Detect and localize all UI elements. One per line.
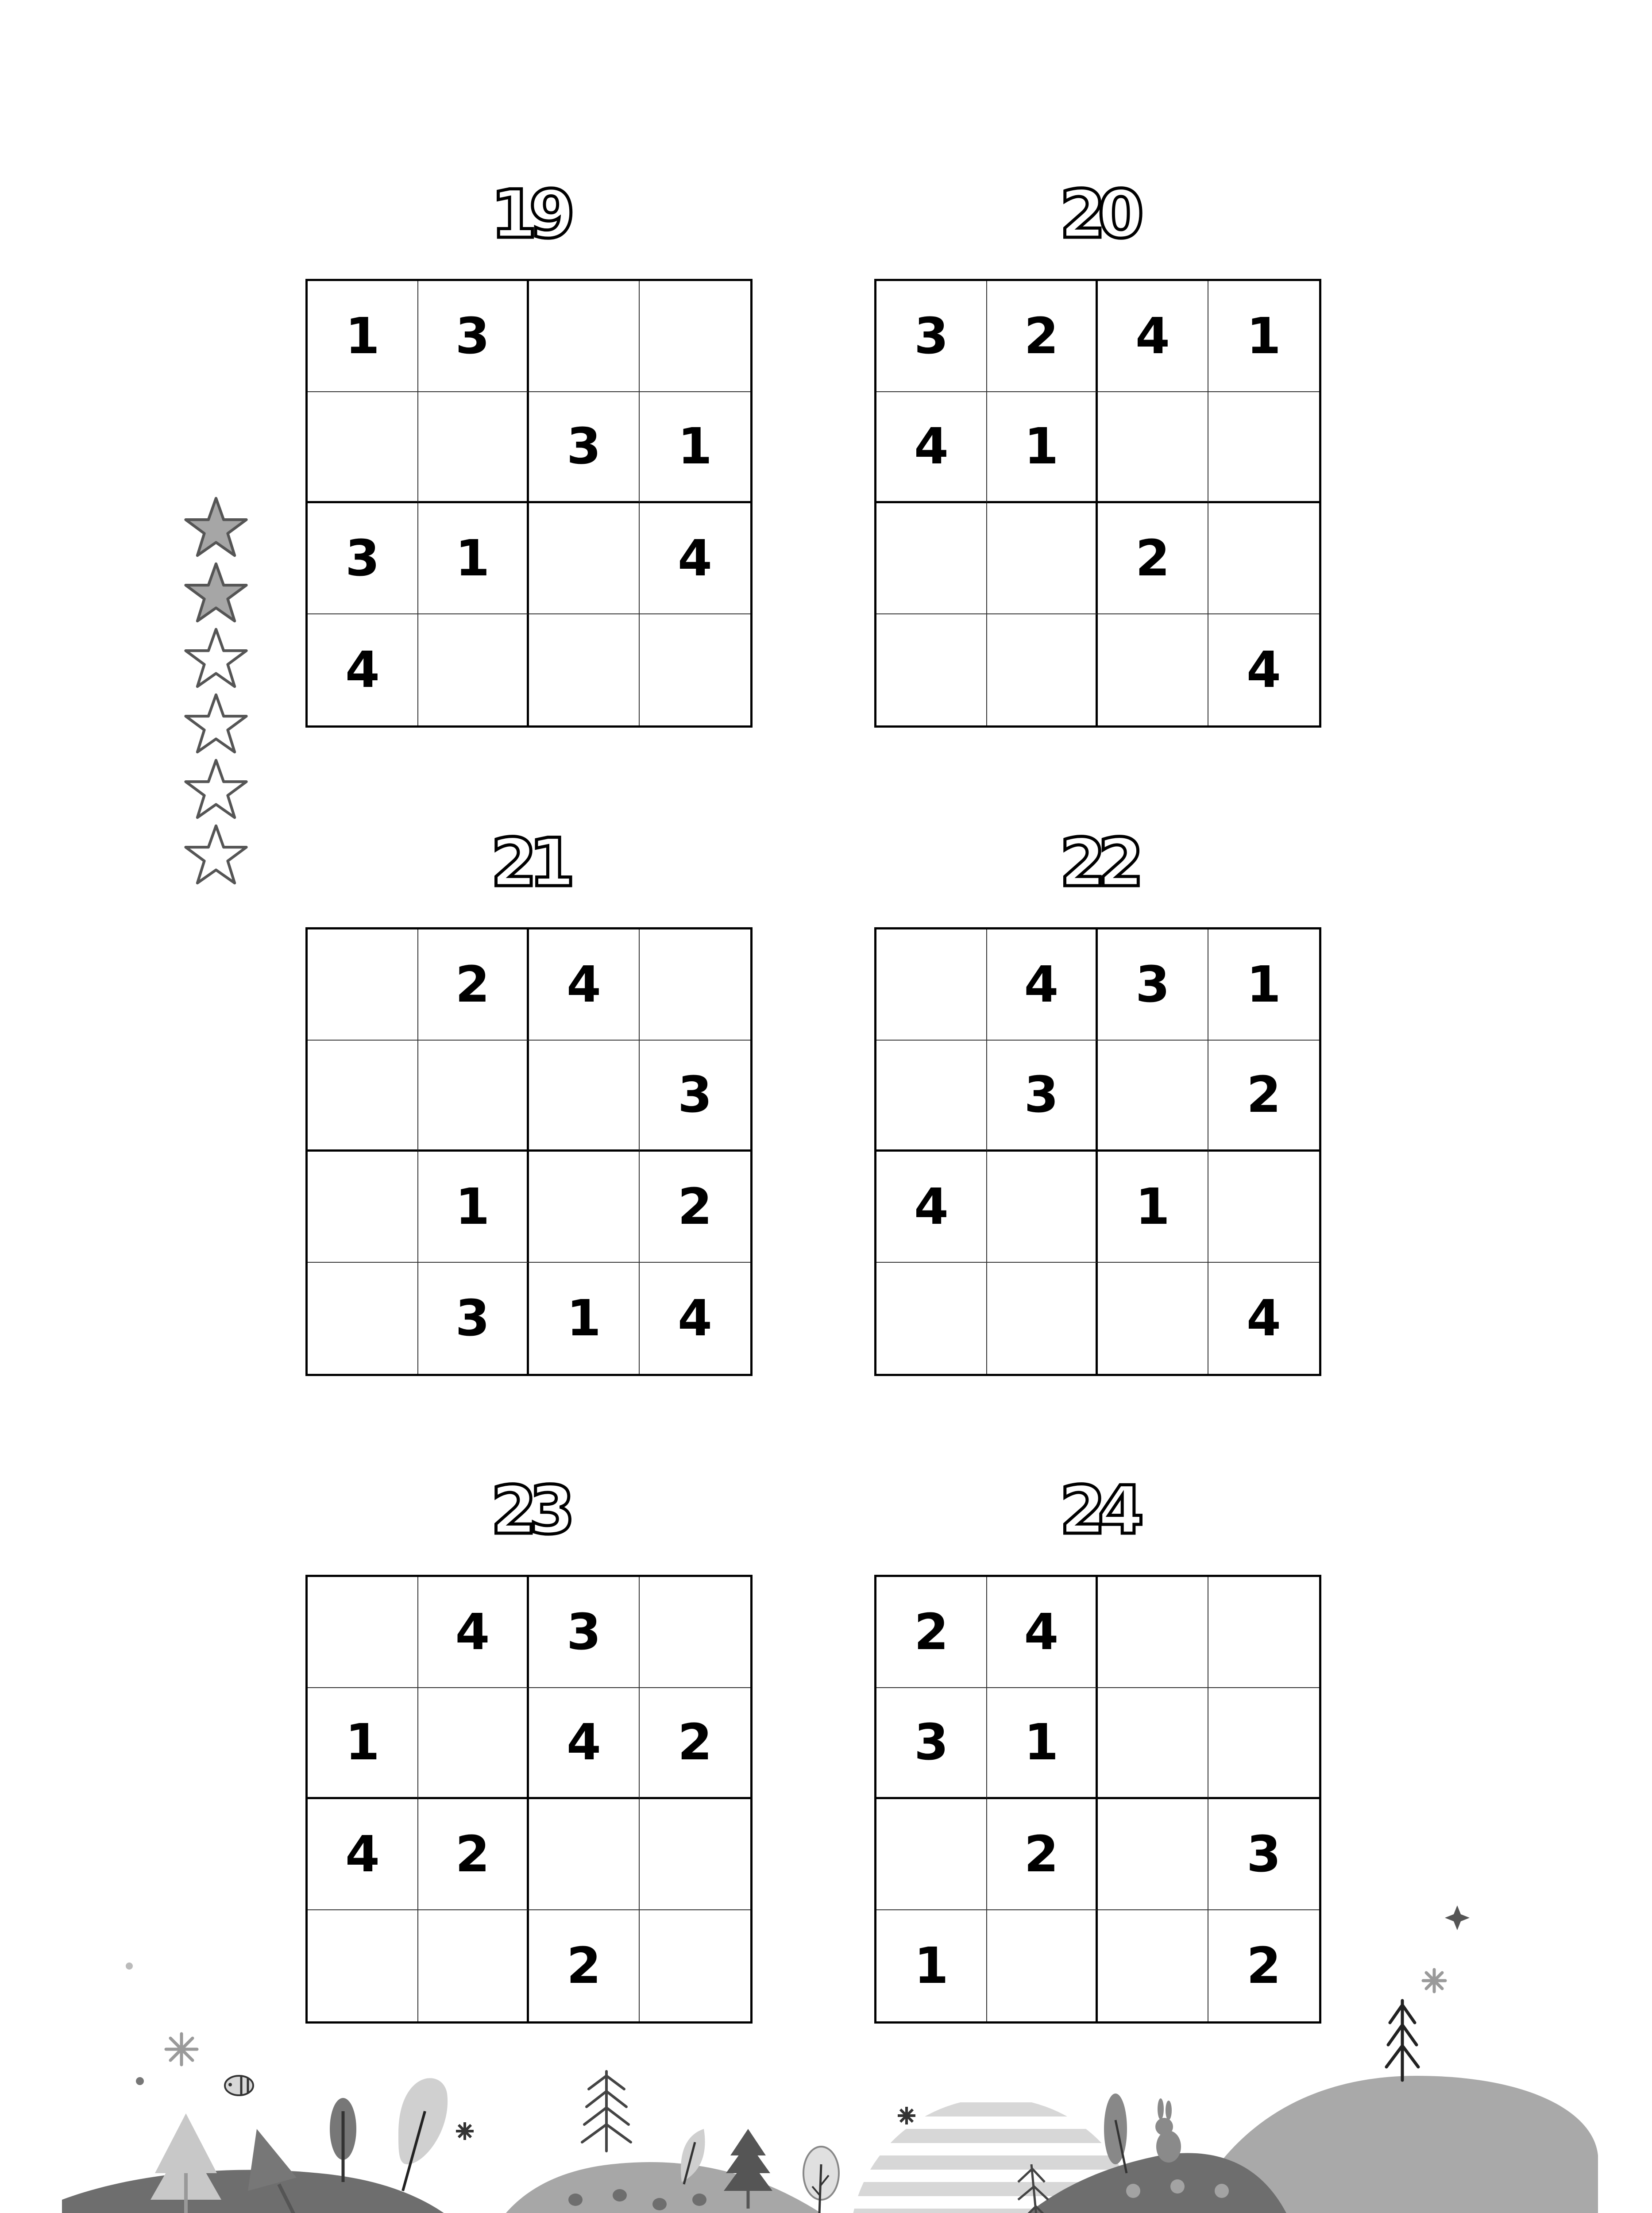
- grid-cell[interactable]: 1: [308, 1688, 418, 1799]
- sparkle-icon: [1445, 1905, 1470, 1930]
- grid-cell[interactable]: 4: [1247, 1289, 1281, 1347]
- grid-cell[interactable]: [308, 929, 418, 1041]
- star-icon-1: [181, 495, 251, 560]
- grid-cell[interactable]: 1: [308, 281, 418, 392]
- grid-cell[interactable]: 3: [876, 281, 987, 392]
- grid-cell[interactable]: 1: [640, 392, 750, 503]
- grid-cell[interactable]: 4: [987, 929, 1098, 1041]
- grid-cell[interactable]: 4: [1247, 641, 1281, 699]
- grid-cell[interactable]: 2: [1247, 1937, 1281, 1995]
- grid-cell[interactable]: 2: [640, 1688, 750, 1799]
- grid-cell[interactable]: 1: [418, 503, 529, 614]
- grid-cell[interactable]: 2: [1208, 1041, 1319, 1152]
- sudoku-grid: [305, 927, 753, 1376]
- grid-cell[interactable]: 3: [987, 1041, 1098, 1152]
- grid-cell[interactable]: 3: [876, 1688, 987, 1799]
- grid-cell[interactable]: [1098, 1688, 1208, 1799]
- puzzle-number: 20: [1059, 176, 1136, 253]
- grid-cell[interactable]: 4: [1098, 281, 1208, 392]
- grid-cell[interactable]: 2: [876, 1577, 987, 1688]
- star-icon-6: [181, 822, 251, 888]
- star-icon-2: [181, 560, 251, 626]
- grid-cell[interactable]: 2: [987, 281, 1098, 392]
- grid-cell[interactable]: [640, 929, 750, 1041]
- grid-cell[interactable]: [987, 503, 1098, 614]
- puzzle-number: 19: [490, 176, 567, 253]
- grid-cell[interactable]: 3: [529, 392, 640, 503]
- grid-cell[interactable]: 4: [308, 1799, 418, 1910]
- sudoku-grid: [874, 927, 1321, 1376]
- grid-cell[interactable]: [1098, 614, 1208, 725]
- landscape-illustration: [0, 1881, 1652, 2213]
- grid-cell[interactable]: [987, 1152, 1098, 1263]
- bunny-icon: [1155, 2098, 1181, 2163]
- grid-cell[interactable]: 4: [529, 929, 640, 1041]
- grid-cell[interactable]: [1208, 1577, 1319, 1688]
- pine-tree-icon: [1386, 2001, 1418, 2080]
- grid-cell[interactable]: [308, 1041, 418, 1152]
- grid-cell[interactable]: 4: [640, 503, 750, 614]
- grid-cell[interactable]: [418, 1688, 529, 1799]
- sparkle-icon: [456, 2107, 915, 2140]
- grid-cell[interactable]: 3: [308, 503, 418, 614]
- grid-cell[interactable]: [529, 503, 640, 614]
- grid-cell[interactable]: [876, 503, 987, 614]
- grid-cell[interactable]: [529, 1152, 640, 1263]
- grid-cell[interactable]: [308, 1263, 418, 1374]
- grid-cell[interactable]: [1098, 1577, 1208, 1688]
- grid-cell[interactable]: 4: [987, 1577, 1098, 1688]
- grid-cell[interactable]: 1: [876, 1910, 987, 2021]
- tree-icon: [398, 2078, 448, 2191]
- grid-cell[interactable]: [987, 614, 1098, 725]
- grid-cell[interactable]: [876, 929, 987, 1041]
- grid-cell[interactable]: [640, 281, 750, 392]
- grid-cell[interactable]: [1208, 503, 1319, 614]
- grid-cell[interactable]: 4: [529, 1688, 640, 1799]
- grid-cell[interactable]: [1208, 392, 1319, 503]
- grid-cell[interactable]: [876, 614, 987, 725]
- grid-cell[interactable]: [529, 1041, 640, 1152]
- grid-cell[interactable]: 2: [1098, 503, 1208, 614]
- bee-icon: [225, 2076, 253, 2095]
- sudoku-grid: [305, 279, 753, 728]
- grid-cell[interactable]: 3: [1208, 1799, 1319, 1910]
- grid-cell[interactable]: [1098, 392, 1208, 503]
- grid-cell[interactable]: [640, 614, 750, 725]
- pine-tree-icon: [582, 2071, 631, 2151]
- grid-cell[interactable]: 4: [876, 392, 987, 503]
- grid-cell[interactable]: 3: [640, 1041, 750, 1152]
- grid-cell[interactable]: [308, 1152, 418, 1263]
- grid-cell[interactable]: [640, 1577, 750, 1688]
- grid-cell[interactable]: 1: [1208, 929, 1319, 1041]
- sparkle-icon: [136, 2077, 144, 2085]
- sparkle-icon: [126, 1962, 133, 1970]
- star-icon-3: [181, 626, 251, 691]
- grid-cell[interactable]: [529, 281, 640, 392]
- grid-cell[interactable]: 1: [529, 1263, 640, 1374]
- grid-cell[interactable]: 1: [987, 392, 1098, 503]
- tree-icon: [803, 2147, 839, 2213]
- grid-cell[interactable]: [876, 1041, 987, 1152]
- grid-cell[interactable]: [418, 392, 529, 503]
- sparkle-icon: [166, 1970, 1445, 2065]
- grid-cell[interactable]: 3: [418, 1263, 529, 1374]
- grid-cell[interactable]: 3: [1098, 929, 1208, 1041]
- grid-cell[interactable]: [418, 1041, 529, 1152]
- grid-cell[interactable]: 4: [678, 1289, 712, 1347]
- grid-cell[interactable]: [876, 1263, 987, 1374]
- tree-icon: [151, 2113, 221, 2213]
- grid-cell[interactable]: 1: [1208, 281, 1319, 392]
- grid-cell[interactable]: [418, 614, 529, 725]
- grid-cell[interactable]: 4: [418, 1577, 529, 1688]
- grid-cell[interactable]: [1098, 1041, 1208, 1152]
- grid-cell[interactable]: [1098, 1263, 1208, 1374]
- star-icon-5: [181, 757, 251, 822]
- tree-icon: [330, 2098, 356, 2182]
- puzzle-number: 22: [1059, 825, 1136, 902]
- grid-cell[interactable]: 1: [418, 1152, 529, 1263]
- grid-cell[interactable]: [987, 1263, 1098, 1374]
- grid-cell[interactable]: [1208, 1688, 1319, 1799]
- grid-cell[interactable]: 2: [418, 929, 529, 1041]
- grid-cell[interactable]: 4: [876, 1152, 987, 1263]
- grid-cell[interactable]: 3: [529, 1577, 640, 1688]
- difficulty-rating: [181, 495, 251, 888]
- grid-cell[interactable]: 4: [308, 614, 418, 725]
- grid-cell[interactable]: 1: [987, 1688, 1098, 1799]
- grid-cell[interactable]: [529, 614, 640, 725]
- grid-cell[interactable]: [1208, 1152, 1319, 1263]
- sudoku-grid: [874, 279, 1321, 728]
- grid-cell[interactable]: [308, 1577, 418, 1688]
- puzzle-number: 23: [490, 1472, 567, 1549]
- grid-cell[interactable]: [308, 392, 418, 503]
- grid-cell[interactable]: 1: [1098, 1152, 1208, 1263]
- grid-cell[interactable]: 2: [418, 1799, 529, 1910]
- puzzle-number: 21: [490, 825, 567, 902]
- grid-cell[interactable]: 2: [987, 1799, 1098, 1910]
- grid-cell[interactable]: 2: [640, 1152, 750, 1263]
- star-icon-4: [181, 691, 251, 757]
- grid-cell[interactable]: 3: [418, 281, 529, 392]
- puzzle-number: 24: [1059, 1472, 1136, 1549]
- grid-cell[interactable]: 2: [529, 1910, 640, 2021]
